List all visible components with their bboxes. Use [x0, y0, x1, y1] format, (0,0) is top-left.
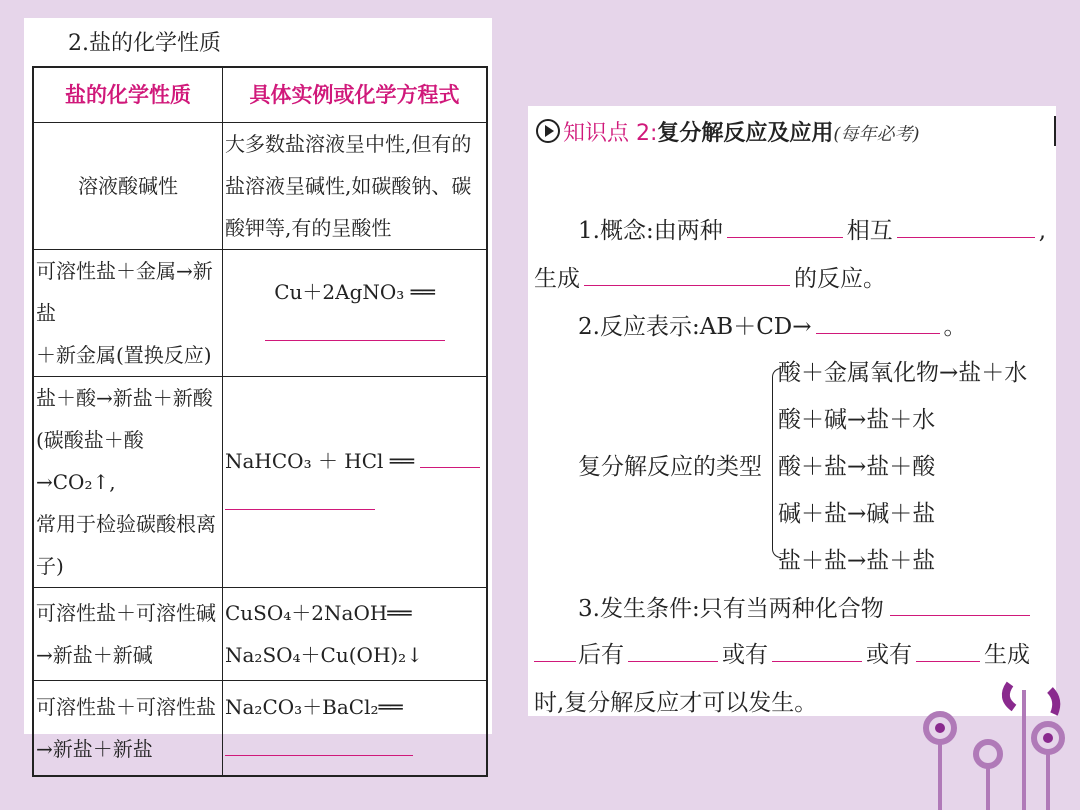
answer-blank[interactable] — [628, 639, 718, 662]
equation-line: Na₂SO₄＋Cu(OH)₂↓ — [225, 643, 423, 667]
answer-blank[interactable] — [727, 215, 843, 238]
answer-blank[interactable] — [420, 445, 480, 468]
property-cell — [33, 588, 223, 681]
knowledge-point-note: (每年必考) — [833, 124, 920, 145]
knowledge-point-title: 复分解反应及应用 — [657, 121, 834, 146]
condition-or: 或有 — [722, 642, 768, 668]
knowledge-point-header — [536, 116, 919, 147]
answer-blank[interactable] — [534, 639, 576, 662]
property-cell — [33, 250, 223, 377]
answer-blank[interactable] — [265, 318, 445, 341]
equation: Cu＋2AgNO₃ ══ — [274, 280, 435, 304]
equation: Na₂CO₃＋BaCl₂══ — [225, 695, 403, 719]
equation-cell — [223, 681, 488, 777]
concept-line2-prefix: 生成 — [534, 266, 580, 292]
table-header-row — [33, 67, 487, 123]
condition-gen: 生成 — [984, 642, 1030, 668]
equation-line: CuSO₄＋2NaOH══ — [225, 601, 412, 625]
condition-text: 3.发生条件:只有当两种化合物 — [578, 596, 884, 622]
example-line: 大多数盐溶液呈中性,但有的 — [225, 132, 472, 156]
property-line: (碳酸盐＋酸→CO₂↑, — [36, 428, 144, 494]
header-property: 盐的化学性质 — [33, 67, 223, 123]
property-line: →新盐＋新碱 — [36, 643, 153, 667]
condition-line-3: 时,复分解反应才可以发生。 — [534, 690, 818, 716]
divider — [1054, 116, 1056, 146]
property-line: 可溶性盐＋金属→新盐 — [36, 259, 213, 325]
representation-prefix: 2.反应表示:AB＋CD→ — [578, 314, 812, 340]
condition-after: 后有 — [578, 642, 624, 668]
type-item: 碱＋盐→碱＋盐 — [778, 501, 936, 527]
concept-line2-suffix: 的反应。 — [794, 266, 886, 292]
answer-blank[interactable] — [584, 263, 790, 286]
answer-blank[interactable] — [225, 733, 413, 756]
example-cell — [223, 123, 488, 250]
answer-blank[interactable] — [897, 215, 1035, 238]
representation-suffix: 。 — [943, 314, 967, 340]
type-item: 酸＋碱→盐＋水 — [778, 407, 936, 433]
example-line: 酸钾等,有的呈酸性 — [225, 216, 392, 240]
concept-comma: , — [1038, 218, 1047, 244]
property-line: 常用于检验碳酸根离 — [36, 512, 216, 536]
play-icon — [536, 119, 560, 143]
equation-cell — [223, 377, 488, 588]
property-line: 可溶性盐＋可溶性盐 — [36, 695, 216, 719]
property-cell — [33, 681, 223, 777]
equation: NaHCO₃ ＋ HCl ══ — [225, 449, 414, 473]
property-line: 盐＋酸→新盐＋新酸 — [36, 386, 213, 410]
section-title: 2.盐的化学性质 — [68, 31, 221, 56]
table-row — [33, 681, 487, 777]
property-line: →新盐＋新盐 — [36, 737, 153, 761]
representation-line — [578, 308, 967, 341]
type-item: 酸＋盐→盐＋酸 — [778, 454, 936, 480]
knowledge-point-panel — [528, 106, 1056, 716]
type-item: 盐＋盐→盐＋盐 — [778, 548, 936, 574]
concept-prefix: 1.概念:由两种 — [578, 218, 723, 244]
table-row — [33, 377, 487, 588]
example-line: 盐溶液呈碱性,如碳酸钠、碳 — [225, 174, 472, 198]
property-line: ＋新金属(置换反应) — [36, 343, 212, 367]
equation-cell — [223, 588, 488, 681]
salt-properties-table — [32, 66, 488, 777]
condition-or: 或有 — [866, 642, 912, 668]
header-example: 具体实例或化学方程式 — [223, 67, 488, 123]
property-cell — [33, 377, 223, 588]
answer-blank[interactable] — [816, 311, 940, 334]
equation-cell — [223, 250, 488, 377]
table-row — [33, 588, 487, 681]
types-label: 复分解反应的类型 — [578, 454, 762, 480]
concept-line-2 — [534, 260, 886, 293]
condition-line-1 — [578, 590, 1030, 623]
salt-properties-panel — [24, 18, 492, 761]
answer-blank[interactable] — [772, 639, 862, 662]
table-row — [33, 123, 487, 250]
answer-blank[interactable] — [225, 487, 375, 510]
table-row — [33, 250, 487, 377]
concept-mid: 相互 — [846, 218, 893, 244]
property-line: 可溶性盐＋可溶性碱 — [36, 601, 216, 625]
answer-blank[interactable] — [890, 593, 1030, 616]
concept-line-1 — [578, 212, 1046, 245]
knowledge-point-label: 知识点 2: — [563, 121, 658, 146]
type-item: 酸＋金属氧化物→盐＋水 — [778, 360, 1028, 386]
decorative-flowers-icon — [900, 650, 1080, 810]
property-line: 子) — [36, 554, 64, 578]
property-cell: 溶液酸碱性 — [33, 123, 223, 250]
